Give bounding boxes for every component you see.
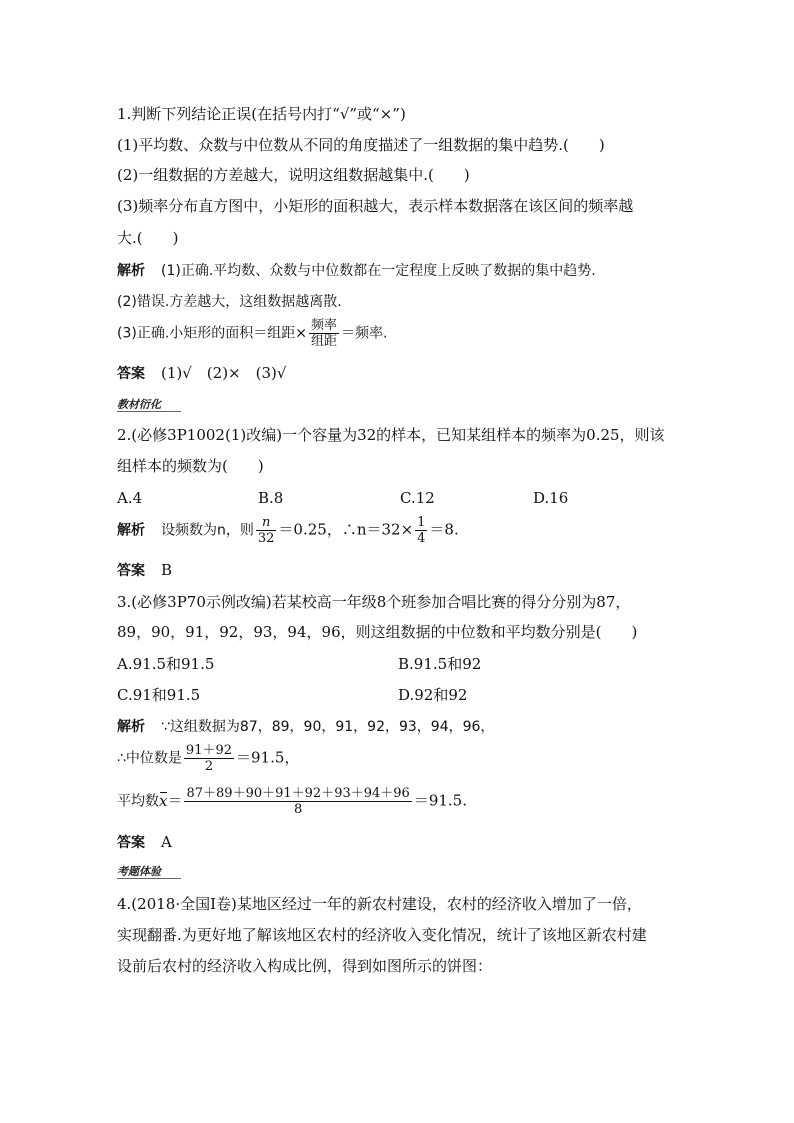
fraction-denominator: 8 xyxy=(294,802,303,817)
q3-option-a: A.91.5和91.5 xyxy=(117,655,215,673)
q1-item-1: (1)平均数、众数与中位数从不同的角度描述了一组数据的集中趋势.( ) xyxy=(117,136,605,154)
fraction xyxy=(184,743,234,774)
answer-label: 答案 xyxy=(117,563,145,579)
section-underline xyxy=(117,411,181,412)
q2-option-d: D.16 xyxy=(533,489,569,507)
fraction-denominator: 组距 xyxy=(311,334,338,349)
analysis-text: ＝频率. xyxy=(341,325,388,342)
analysis-text: ＝0.25，∴n＝32× xyxy=(278,520,414,539)
q3-analysis-1 xyxy=(117,716,494,737)
analysis-text: ＝8. xyxy=(429,520,459,539)
fraction-denominator: 2 xyxy=(204,759,214,774)
fraction-numerator: n xyxy=(256,515,277,531)
answer-label: 答案 xyxy=(117,835,145,851)
q1-item-2: (2)一组数据的方差越大，说明这组数据越集中.( ) xyxy=(117,166,470,184)
fraction xyxy=(184,786,411,817)
q2-option-a: A.4 xyxy=(117,489,143,507)
section-heading xyxy=(117,396,161,412)
q1-title: 1.判断下列结论正误(在括号内打“√”或“×”) xyxy=(117,105,406,123)
q1-analysis-3 xyxy=(117,318,387,349)
fraction-numerator: 91＋92 xyxy=(185,743,233,758)
q2-stem-line1: 2.(必修3P1002(1)改编)一个容量为32的样本，已知某组样本的频率为0.25，则该 xyxy=(117,426,665,444)
fraction xyxy=(415,515,427,546)
q3-stem-line2: 89，90，91，92，93，94，96，则这组数据的中位数和平均数分别是( ) xyxy=(117,623,638,641)
q3-option-d: D.92和92 xyxy=(398,686,468,704)
q2-option-b: B.8 xyxy=(258,489,284,507)
answer-text: B xyxy=(161,561,173,579)
q1-analysis-2 xyxy=(117,291,342,312)
analysis-text: (2)错误.方差越大，这组数据越离散. xyxy=(117,294,342,310)
q4-stem-line3: 设前后农村的经济收入构成比例，得到如图所示的饼图： xyxy=(117,957,493,975)
q3-median-line xyxy=(117,743,299,774)
q4-stem-line2: 实现翻番.为更好地了解该地区农村的经济收入变化情况，统计了该地区新农村建 xyxy=(117,926,647,944)
fraction xyxy=(309,318,339,349)
fraction-numerator: 频率 xyxy=(311,318,338,333)
q1-item-3-line2: 大.( ) xyxy=(117,229,179,247)
q1-analysis-1 xyxy=(117,260,596,281)
q3-stem-line1: 3.(必修3P70示例改编)若某校高一年级8个班参加合唱比赛的得分分别为87， xyxy=(117,593,631,611)
analysis-label: 解析 xyxy=(117,522,145,539)
answer-text: A xyxy=(161,833,172,851)
mean-symbol: x xyxy=(159,791,168,810)
q2-stem-line2: 组样本的频数为( ) xyxy=(117,457,264,475)
q3-option-c: C.91和91.5 xyxy=(117,686,201,704)
fraction xyxy=(256,515,277,546)
analysis-text: ＝91.5， xyxy=(236,748,300,767)
analysis-text: ＝91.5. xyxy=(413,791,467,810)
fraction-numerator: 87＋89＋90＋91＋92＋93＋94＋96 xyxy=(186,786,410,801)
analysis-text: ＝ xyxy=(167,791,183,810)
analysis-label: 解析 xyxy=(117,263,145,279)
q1-item-3-line1: (3)频率分布直方图中，小矩形的面积越大，表示样本数据落在该区间的频率越 xyxy=(117,197,634,215)
analysis-text: (1)正确.平均数、众数与中位数都在一定程度上反映了数据的集中趋势. xyxy=(161,263,596,279)
q3-option-b: B.91.5和92 xyxy=(398,655,482,673)
q3-answer xyxy=(117,832,172,853)
analysis-text: ∴中位数是 xyxy=(117,750,182,767)
section-title: 考题体验 xyxy=(117,865,161,878)
section-underline xyxy=(117,878,181,879)
analysis-text: (3)正确.小矩形的面积＝组距× xyxy=(117,325,308,342)
analysis-label: 解析 xyxy=(117,719,145,735)
fraction-numerator: 1 xyxy=(417,515,426,530)
analysis-text: ∵这组数据为87，89，90，91，92，93，94，96， xyxy=(161,719,495,735)
section-heading xyxy=(117,863,161,879)
q4-stem-line1: 4.(2018·全国Ⅰ卷)某地区经过一年的新农村建设，农村的经济收入增加了一倍， xyxy=(117,895,642,913)
fraction-denominator: 32 xyxy=(257,531,275,546)
analysis-text: 平均数 xyxy=(117,793,159,810)
q1-answer xyxy=(117,363,286,384)
answer-label: 答案 xyxy=(117,366,145,382)
answer-text: (1)√ (2)× (3)√ xyxy=(161,364,287,382)
analysis-text: 设频数为n，则 xyxy=(161,522,254,539)
fraction-denominator: 4 xyxy=(417,531,426,546)
section-title: 教材衍化 xyxy=(117,398,161,411)
q2-option-c: C.12 xyxy=(400,489,435,507)
q2-analysis xyxy=(117,515,459,546)
q3-mean-line xyxy=(117,786,467,817)
q2-answer xyxy=(117,560,172,581)
